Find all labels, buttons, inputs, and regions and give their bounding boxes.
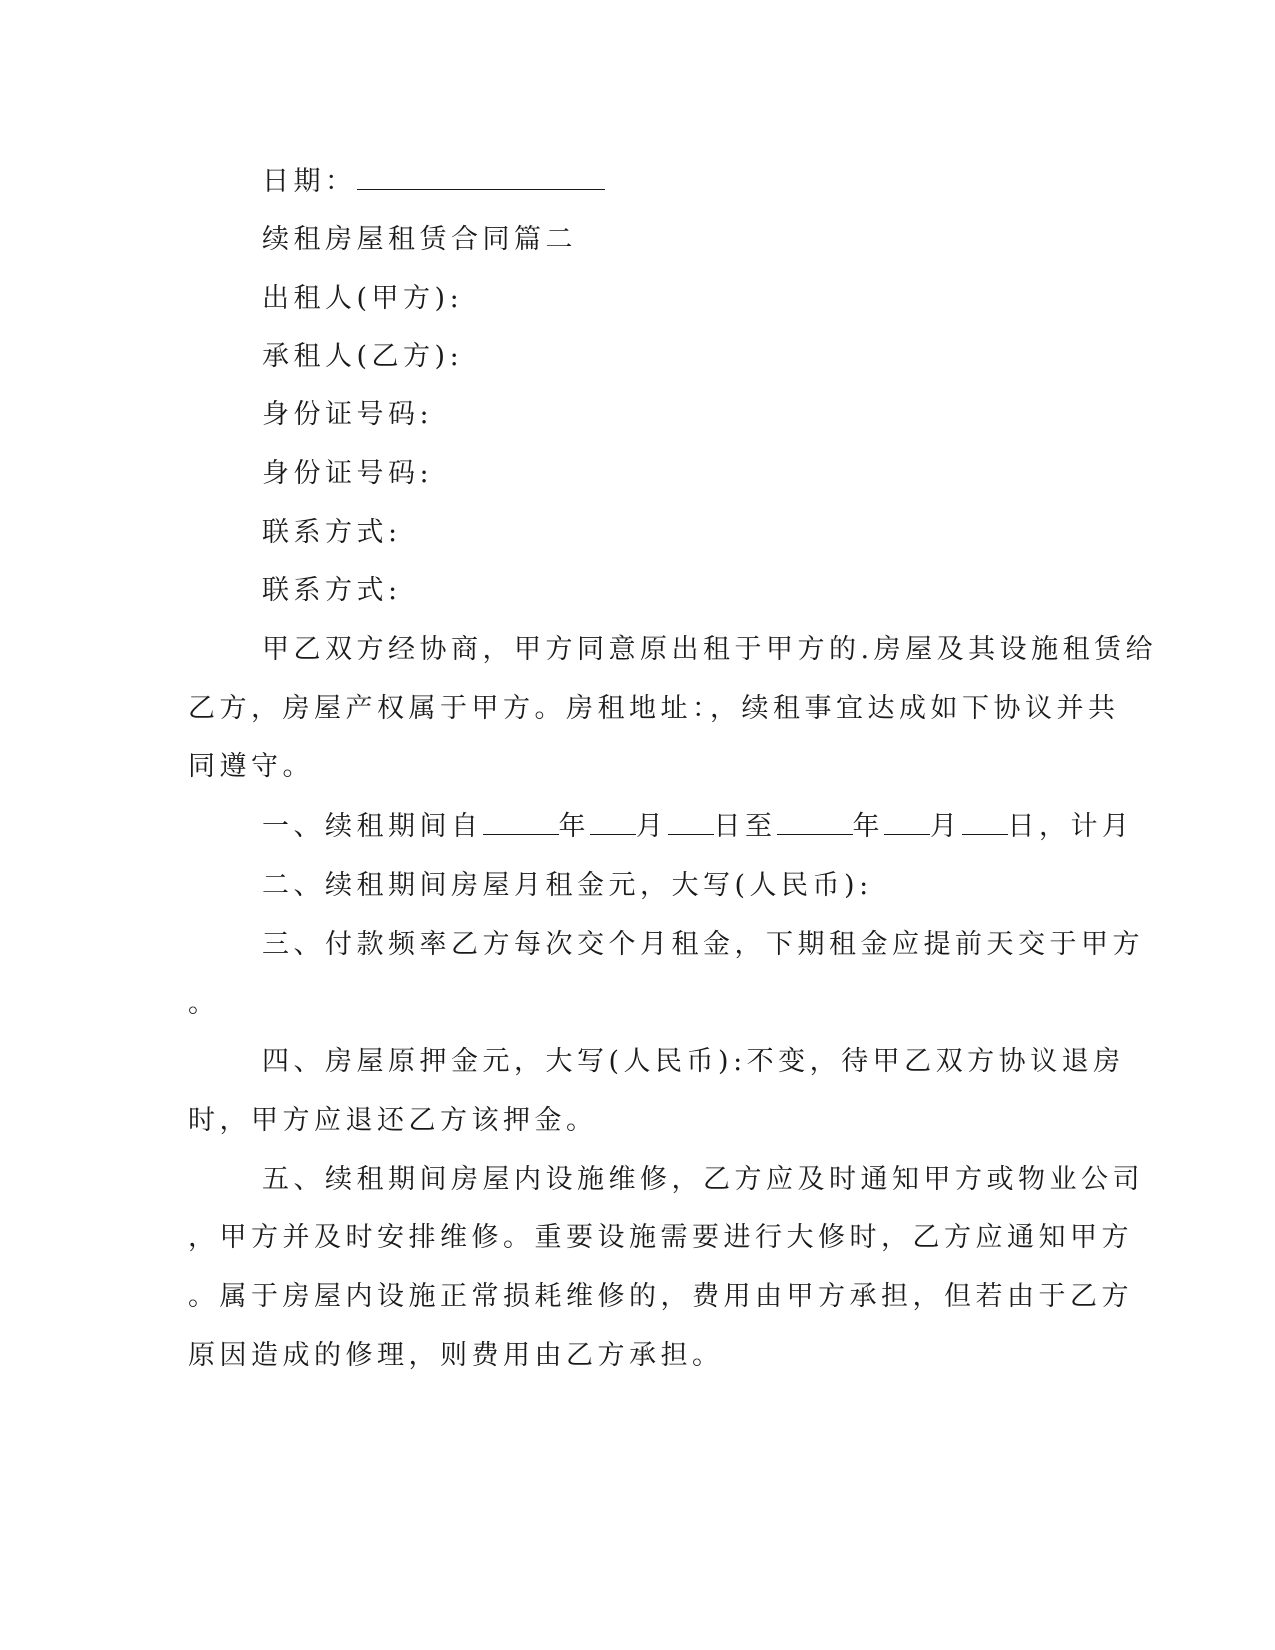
clause-3-line-1: 三、付款频率乙方每次交个月租金，下期租金应提前天交于甲方 [262,929,1144,960]
clause-5-line-1: 五、续租期间房屋内设施维修，乙方应及时通知甲方或物业公司 [262,1164,1144,1195]
start-day-blank [668,810,714,835]
start-year-label: 年 [558,811,590,842]
end-year-blank [777,810,853,835]
end-day-blank [962,810,1008,835]
clause-5-line-2: ，甲方并及时安排维修。重要设施需要进行大修时，乙方应通知甲方 [188,1222,1133,1253]
end-month-label: 月 [930,811,962,842]
intro-line-3: 同遵守。 [188,751,314,782]
start-day-label: 日至 [713,811,777,842]
lessee-line: 承租人(乙方): [262,341,464,372]
contact-line-1: 联系方式: [262,517,402,548]
end-year-label: 年 [852,811,884,842]
clause-3-line-2: 。 [188,988,220,1019]
end-day-label: 日，计月 [1007,811,1134,842]
id-number-line-2: 身份证号码: [262,458,434,489]
lessor-line: 出租人(甲方): [262,283,464,314]
intro-line-1: 甲乙双方经协商，甲方同意原出租于甲方的.房屋及其设施租赁给 [262,634,1158,665]
intro-line-2: 乙方，房屋产权属于甲方。房租地址：，续租事宜达成如下协议并共 [188,693,1120,724]
date-label: 日期： [262,166,357,197]
clause-4-line-1: 四、房屋原押金元，大写(人民币):不变，待甲乙双方协议退房 [262,1046,1125,1077]
date-blank [357,165,605,190]
start-month-blank [590,810,636,835]
date-line [262,165,605,199]
contact-line-2: 联系方式: [262,575,402,606]
start-month-label: 月 [636,811,668,842]
clause-1 [262,810,1134,844]
end-month-blank [884,810,930,835]
clause-1-prefix: 一、续租期间自 [262,811,483,842]
clause-5-line-4: 原因造成的修理，则费用由乙方承担。 [188,1340,724,1371]
document-title: 续租房屋租赁合同篇二 [262,224,577,255]
clause-4-line-2: 时，甲方应退还乙方该押金。 [188,1105,598,1136]
clause-2: 二、续租期间房屋月租金元，大写(人民币): [262,870,873,901]
id-number-line-1: 身份证号码: [262,399,434,430]
start-year-blank [483,810,559,835]
clause-5-line-3: 。属于房屋内设施正常损耗维修的，费用由甲方承担，但若由于乙方 [188,1281,1133,1312]
